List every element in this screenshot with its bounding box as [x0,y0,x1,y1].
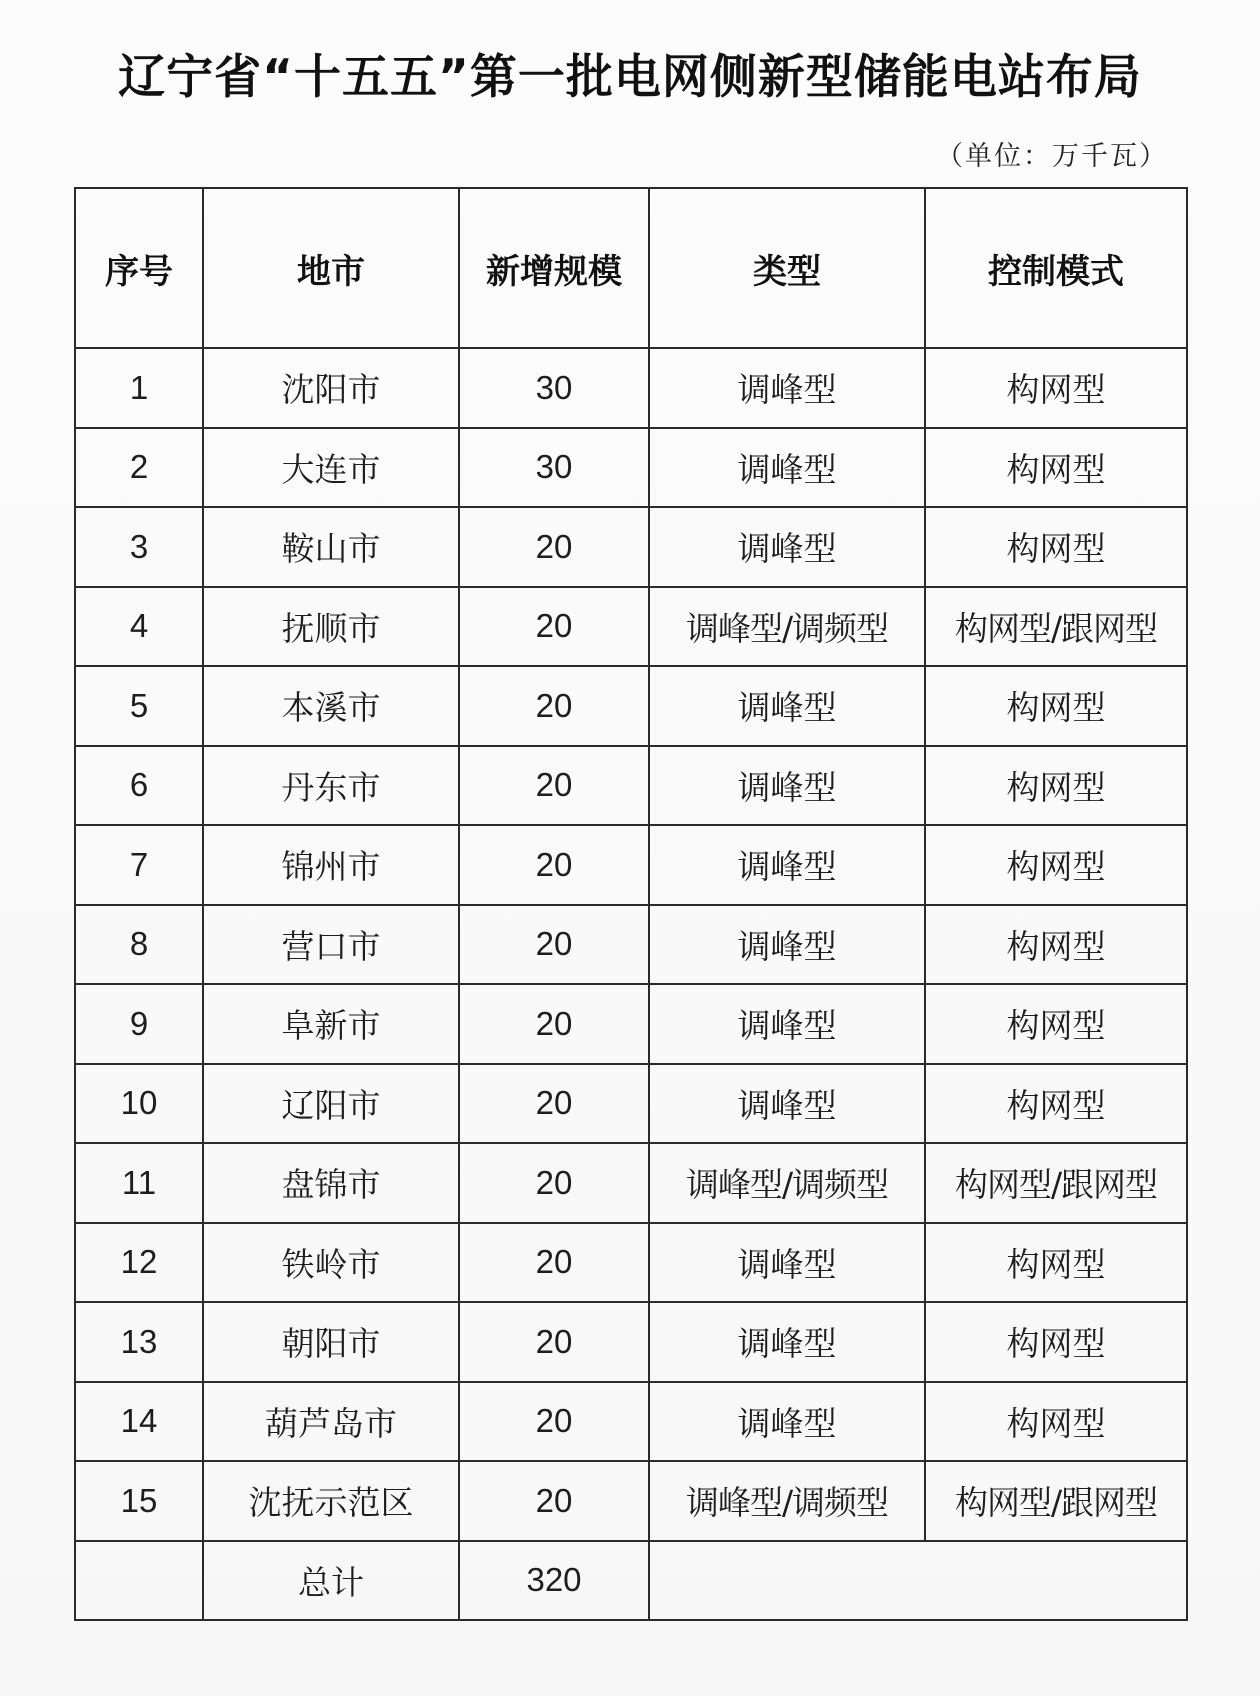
cell-index: 15 [75,1461,203,1541]
cell-new-capacity: 20 [459,1302,649,1382]
cell-type: 调峰型 [649,905,925,985]
cell-index: 6 [75,746,203,826]
cell-control-mode: 构网型 [925,746,1187,826]
cell-type: 调峰型/调频型 [649,1143,925,1223]
cell-city: 朝阳市 [203,1302,459,1382]
cell-city: 大连市 [203,428,459,508]
cell-control-mode: 构网型 [925,1302,1187,1382]
cell-new-capacity: 20 [459,587,649,667]
cell-type: 调峰型 [649,348,925,428]
table-row [75,587,1187,667]
cell-index: 4 [75,587,203,667]
header-control-mode: 控制模式 [925,188,1187,348]
cell-index: 12 [75,1223,203,1303]
cell-city: 沈抚示范区 [203,1461,459,1541]
cell-type: 调峰型 [649,507,925,587]
cell-control-mode: 构网型 [925,984,1187,1064]
cell-new-capacity: 30 [459,428,649,508]
cell-new-capacity: 20 [459,905,649,985]
cell-index: 7 [75,825,203,905]
total-empty-cell [75,1541,203,1621]
cell-city: 锦州市 [203,825,459,905]
cell-type: 调峰型 [649,1382,925,1462]
cell-city: 营口市 [203,905,459,985]
cell-index: 8 [75,905,203,985]
cell-city: 抚顺市 [203,587,459,667]
cell-new-capacity: 20 [459,666,649,746]
cell-new-capacity: 20 [459,1382,649,1462]
cell-city: 鞍山市 [203,507,459,587]
cell-type: 调峰型 [649,825,925,905]
header-new-capacity: 新增规模 [459,188,649,348]
cell-control-mode: 构网型 [925,905,1187,985]
cell-city: 辽阳市 [203,1064,459,1144]
cell-control-mode: 构网型 [925,1223,1187,1303]
table-row [75,666,1187,746]
cell-city: 铁岭市 [203,1223,459,1303]
cell-new-capacity: 20 [459,1064,649,1144]
cell-control-mode: 构网型 [925,348,1187,428]
cell-new-capacity: 20 [459,1461,649,1541]
table-total-row [75,1541,1187,1621]
cell-city: 丹东市 [203,746,459,826]
table-row [75,905,1187,985]
table-row [75,348,1187,428]
cell-index: 1 [75,348,203,428]
cell-type: 调峰型/调频型 [649,1461,925,1541]
total-value: 320 [459,1541,649,1621]
header-type: 类型 [649,188,925,348]
cell-type: 调峰型 [649,984,925,1064]
document-title: 辽宁省“十五五”第一批电网侧新型储能电站布局 [118,50,1142,105]
table-row [75,825,1187,905]
table-row [75,1143,1187,1223]
cell-new-capacity: 20 [459,825,649,905]
cell-type: 调峰型 [649,428,925,508]
table-row [75,984,1187,1064]
table-row [75,428,1187,508]
cell-control-mode: 构网型 [925,1382,1187,1462]
cell-index: 13 [75,1302,203,1382]
cell-index: 11 [75,1143,203,1223]
cell-new-capacity: 30 [459,348,649,428]
cell-index: 9 [75,984,203,1064]
cell-control-mode: 构网型 [925,666,1187,746]
cell-type: 调峰型 [649,1223,925,1303]
cell-new-capacity: 20 [459,1223,649,1303]
cell-new-capacity: 20 [459,984,649,1064]
total-label: 总计 [203,1541,459,1621]
cell-type: 调峰型 [649,1302,925,1382]
table-row [75,1461,1187,1541]
header-index: 序号 [75,188,203,348]
cell-control-mode: 构网型 [925,507,1187,587]
cell-city: 葫芦岛市 [203,1382,459,1462]
storage-layout-table [74,187,1188,1621]
cell-type: 调峰型 [649,746,925,826]
cell-control-mode: 构网型 [925,428,1187,508]
table-row [75,1064,1187,1144]
table-row [75,1302,1187,1382]
cell-control-mode: 构网型/跟网型 [925,1143,1187,1223]
cell-index: 5 [75,666,203,746]
table-row [75,1382,1187,1462]
cell-control-mode: 构网型 [925,1064,1187,1144]
cell-city: 沈阳市 [203,348,459,428]
cell-control-mode: 构网型/跟网型 [925,587,1187,667]
cell-index: 14 [75,1382,203,1462]
table-body [75,348,1187,1620]
cell-new-capacity: 20 [459,1143,649,1223]
total-empty-cell [649,1541,1187,1621]
cell-index: 3 [75,507,203,587]
table-header-row [75,188,1187,348]
cell-index: 2 [75,428,203,508]
cell-new-capacity: 20 [459,746,649,826]
cell-type: 调峰型 [649,666,925,746]
cell-control-mode: 构网型 [925,825,1187,905]
cell-control-mode: 构网型/跟网型 [925,1461,1187,1541]
storage-layout-table-container [74,187,1186,1619]
cell-city: 本溪市 [203,666,459,746]
table-row [75,1223,1187,1303]
header-city: 地市 [203,188,459,348]
table-row [75,746,1187,826]
cell-city: 阜新市 [203,984,459,1064]
cell-type: 调峰型/调频型 [649,587,925,667]
table-row [75,507,1187,587]
cell-index: 10 [75,1064,203,1144]
unit-note: （单位：万千瓦） [936,141,1168,172]
cell-new-capacity: 20 [459,507,649,587]
cell-type: 调峰型 [649,1064,925,1144]
cell-city: 盘锦市 [203,1143,459,1223]
